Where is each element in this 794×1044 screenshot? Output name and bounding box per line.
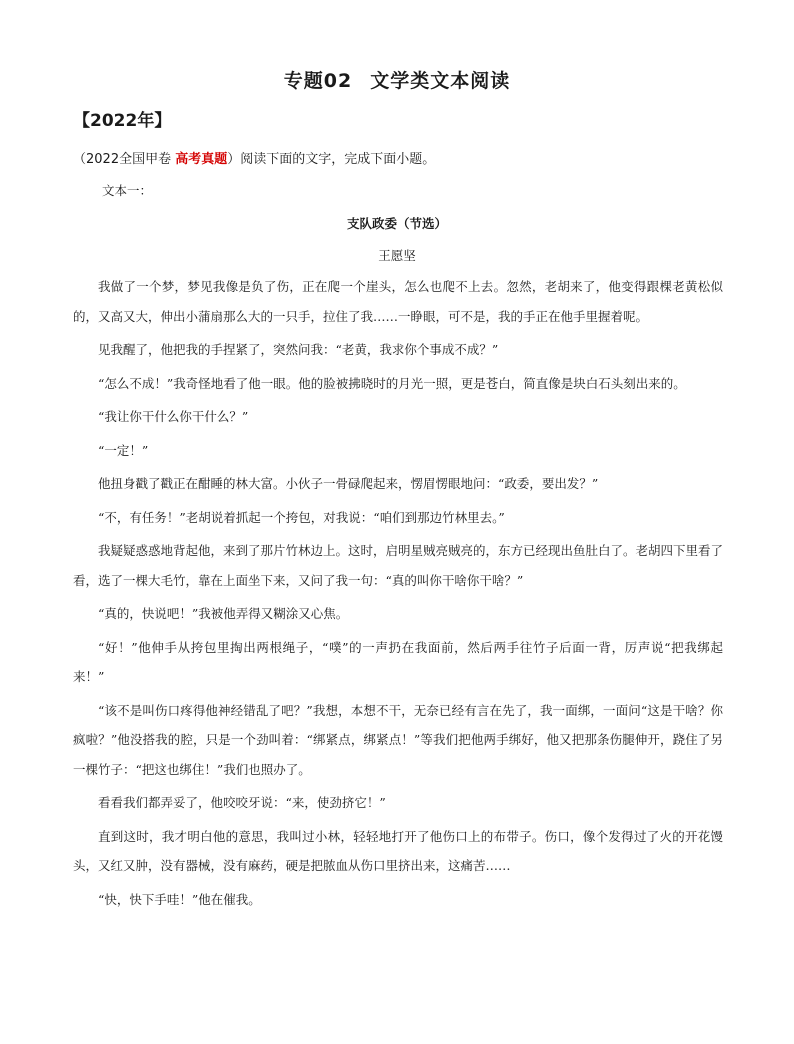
paragraph: “我让你干什么你干什么？” [98, 409, 249, 424]
paragraph: “真的，快说吧！”我被他弄得又糊涂又心焦。 [98, 606, 349, 621]
paragraph: 看看我们都弄妥了，他咬咬牙说：“来，使劲挤它！” [98, 795, 386, 810]
title-sub: 文学类文本阅读 [370, 70, 511, 92]
story-title: 支队政委（节选） [346, 216, 447, 231]
paragraph: 我做了一个梦，梦见我像是负了伤，正在爬一个崖头，怎么也爬不上去。忽然，老胡来了，他变得跟棵老黄松似的，又高又大，伸出小蒲扇那么大的一只手，拉住了我……一睁眼，可不是，我的手正在他手里握着呢。 [73, 279, 723, 324]
source-open: （2022全国甲卷 [73, 152, 176, 167]
text-label: 文本一： [102, 183, 153, 198]
paragraph: “该不是叫伤口疼得他神经错乱了吧？”我想，本想不干，无奈已经有言在先了，我一面绑，一面问“这是干啥？你疯啦？”他没搭我的腔，只是一个劲叫着：“绑紧点，绑紧点！”等我们把他两手绑好，他又把那条伤腿伸开，跷住了另一棵竹子：“把这也绑住！”我们也照办了。 [73, 702, 723, 777]
paragraph: “快，快下手哇！”他在催我。 [98, 891, 261, 907]
paragraph: “不，有任务！”老胡说着抓起一个挎包，对我说：“咱们到那边竹林里去。” [98, 509, 505, 525]
paragraph: 他扭身戳了戳正在酣睡的林大富。小伙子一骨碌爬起来，愣眉愣眼地问：“政委，要出发？” [98, 476, 599, 491]
paragraph: “好！”他伸手从挎包里掏出两根绳子，“噗”的一声扔在我面前，然后两手往竹子后面一背，厉声说“把我绑起来！” [73, 639, 723, 684]
paragraph: “怎么不成！”我奇怪地看了他一眼。他的脸被拂晓时的月光一照，更是苍白，简直像是块白石头刻出来的。 [98, 375, 686, 391]
source-highlight: 高考真题 [175, 152, 228, 167]
paragraph: “一定！” [98, 442, 149, 458]
story-body [73, 272, 723, 918]
paragraph: 我疑疑惑惑地背起他，来到了那片竹林边上。这时，启明星贼亮贼亮的，东方已经现出鱼肚白了。老胡四下里看了看，选了一棵大毛竹，靠在上面坐下来，又问了我一句：“真的叫你干啥你干啥？” [73, 543, 724, 588]
page-title [0, 66, 794, 93]
year-heading: 【2022年】 [73, 111, 172, 131]
story-author: 王愿坚 [378, 248, 416, 263]
question-source [73, 148, 435, 167]
paragraph: 直到这时，我才明白他的意思，我叫过小林，轻轻地打开了他伤口上的布带子。伤口，像个发得过了火的开花馒头，又红又肿，没有器械，没有麻药，硬是把脓血从伤口里挤出来，这痛苦…… [73, 828, 723, 873]
paragraph: 见我醒了，他把我的手捏紧了，突然问我：“老黄，我求你个事成不成？” [98, 342, 499, 357]
source-close: ）阅读下面的文字，完成下面小题。 [227, 152, 436, 167]
title-main: 专题02 [283, 70, 353, 92]
